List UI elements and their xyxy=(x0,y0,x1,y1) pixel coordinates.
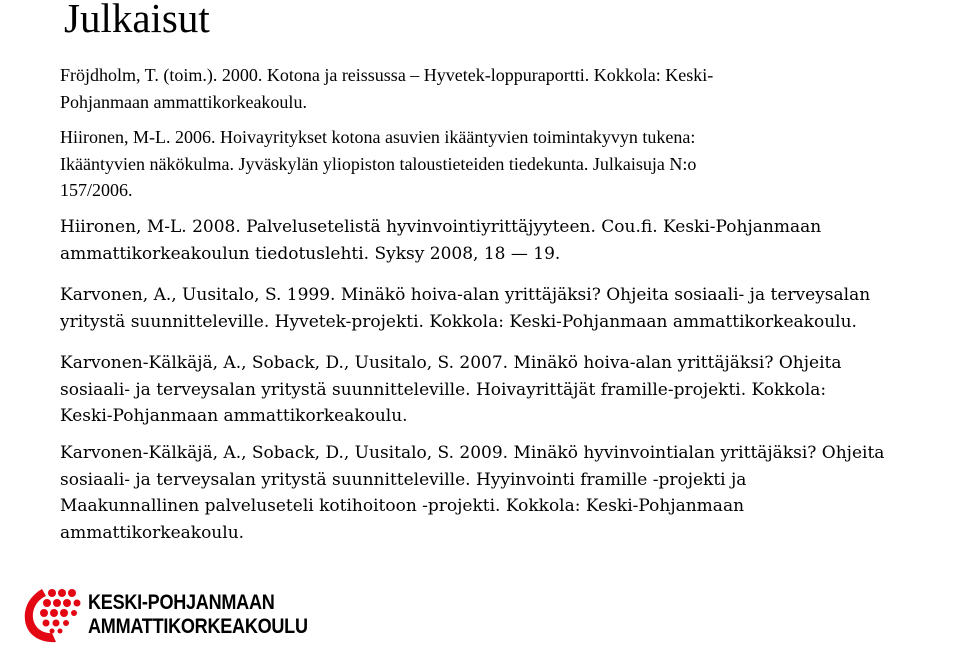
reference-line: Karvonen-Kälkäjä, A., Soback, D., Uusitalo, S. 2007. Minäkö hoiva-alan yrittäjäksi? Ohjeita xyxy=(60,353,842,373)
reference-line: Maakunnallinen palveluseteli kotihoitoon -projekti. Kokkola: Keski-Pohjanmaan xyxy=(60,496,745,516)
reference-line: Pohjanmaan ammattikorkeakoulu. xyxy=(60,91,307,112)
reference-line: Karvonen-Kälkäjä, A., Soback, D., Uusitalo, S. 2009. Minäkö hyvinvointialan yrittäjäksi? Ohjeita xyxy=(60,443,885,463)
reference-item xyxy=(60,440,884,546)
reference-line: ammattikorkeakoulun tiedotuslehti. Syksy 2008, 18 — 19. xyxy=(60,243,561,264)
reference-line: Karvonen, A., Uusitalo, S. 1999. Minäkö hoiva-alan yrittäjäksi? Ohjeita sosiaali- ja terveysalan xyxy=(60,285,871,305)
reference-line: Hiironen, M-L. 2008. Palvelusetelistä hyvinvointiyrittäjyyteen. Cou.fi. Keski-Pohjanmaan xyxy=(60,217,822,237)
logo-line-1: KESKI-POHJANMAAN xyxy=(88,591,275,614)
reference-line: Hiironen, M-L. 2006. Hoivayritykset kotona asuvien ikääntyvien toimintakyvyn tukena: xyxy=(60,127,696,147)
reference-line: sosiaali- ja terveysalan yritystä suunnitteleville. Hyyinvointi framille -projekti ja xyxy=(60,469,747,490)
reference-item xyxy=(60,350,842,430)
reference-line: Ikääntyvien näkökulma. Jyväskylän yliopiston taloustieteiden tiedekunta. Julkaisuja N:o xyxy=(60,153,697,174)
reference-line: Fröjdholm, T. (toim.). 2000. Kotona ja reissussa – Hyvetek-loppuraportti. Kokkola: Keski- xyxy=(60,65,714,85)
reference-item xyxy=(60,214,821,267)
logo-wordmark xyxy=(88,591,308,639)
reference-line: ammattikorkeakoulu. xyxy=(60,522,245,543)
reference-line: sosiaali- ja terveysalan yritystä suunnitteleville. Hoivayrittäjät framille-projekti. Kokkola: xyxy=(60,379,827,400)
institution-logo xyxy=(22,585,342,645)
logo-line-2: AMMATTIKORKEAKOULU xyxy=(88,615,308,638)
kpamk-logo-icon xyxy=(22,585,84,645)
reference-line: yritystä suunnitteleville. Hyvetek-projekti. Kokkola: Keski-Pohjanmaan ammattikorkeakoulu. xyxy=(60,311,857,332)
page-title: Julkaisut xyxy=(64,0,210,41)
reference-item xyxy=(60,282,870,335)
reference-line: 157/2006. xyxy=(60,180,133,200)
reference-line: Keski-Pohjanmaan ammattikorkeakoulu. xyxy=(60,406,408,426)
reference-item xyxy=(60,124,696,204)
reference-item xyxy=(60,62,713,115)
